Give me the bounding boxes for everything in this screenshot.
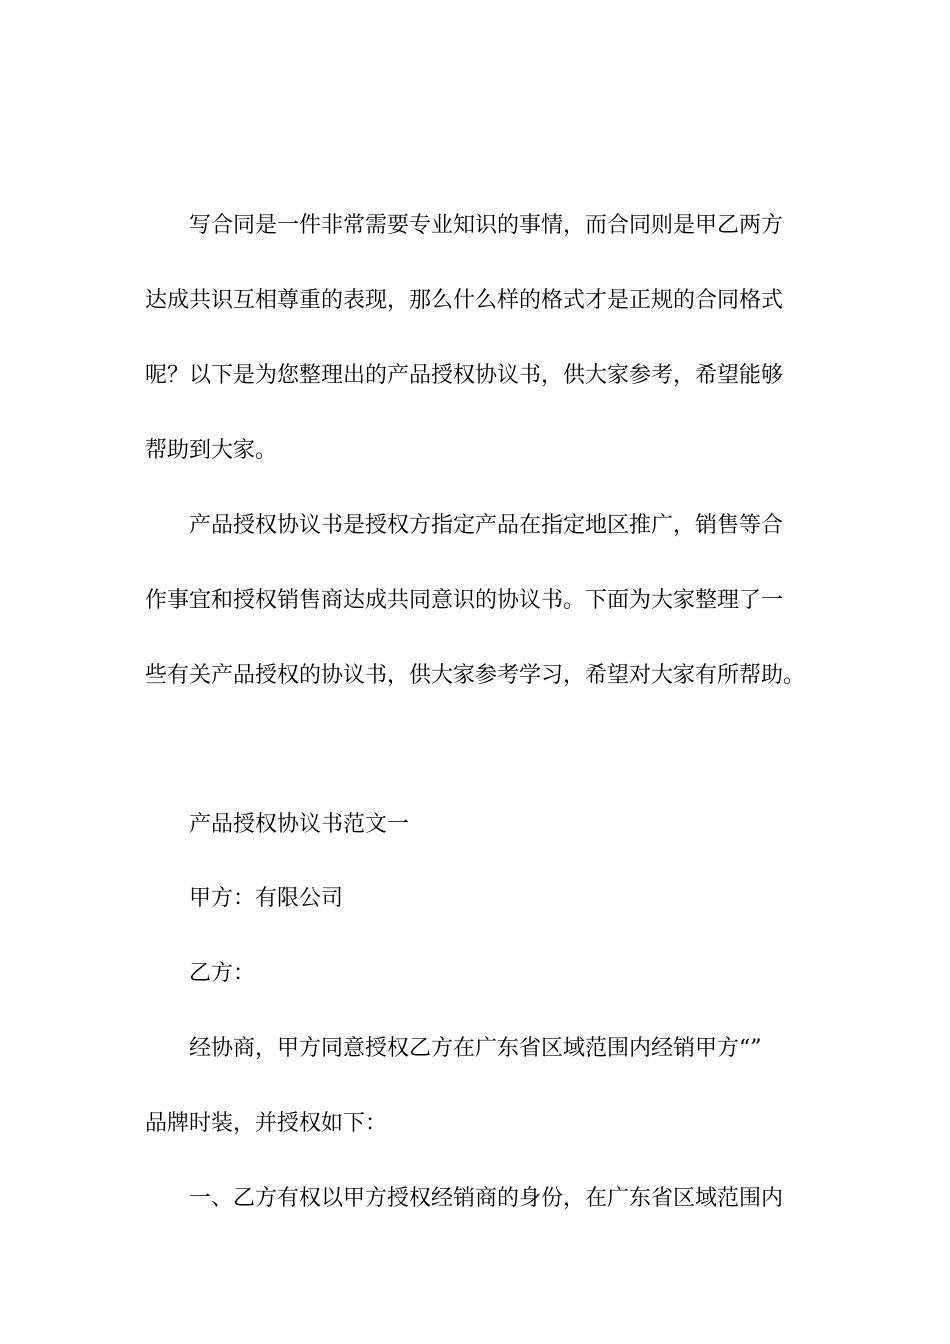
agreement-line-2: 品牌时装，并授权如下： bbox=[145, 1111, 388, 1136]
intro-line-1: 写合同是一件非常需要专业知识的事情，而合同则是甲乙两方 bbox=[189, 213, 784, 238]
intro-line-3: 呢？以下是为您整理出的产品授权协议书，供大家参考，希望能够 bbox=[145, 363, 784, 388]
clause-1: 一、乙方有权以甲方授权经销商的身份，在广东省区域范围内 bbox=[189, 1186, 784, 1211]
summary-line-2: 作事宜和授权销售商达成共同意识的协议书。下面为大家整理了一 bbox=[145, 588, 784, 613]
intro-line-2: 达成共识互相尊重的表现，那么什么样的格式才是正规的合同格式 bbox=[145, 288, 784, 313]
summary-line-1: 产品授权协议书是授权方指定产品在指定地区推广，销售等合 bbox=[189, 513, 784, 538]
sample-title: 产品授权协议书范文一 bbox=[189, 812, 410, 837]
intro-line-4: 帮助到大家。 bbox=[145, 438, 278, 463]
party-b: 乙方： bbox=[189, 961, 256, 986]
summary-line-3: 些有关产品授权的协议书，供大家参考学习，希望对大家有所帮助。 bbox=[145, 663, 806, 688]
agreement-line-1: 经协商，甲方同意授权乙方在广东省区域范围内经销甲方“” bbox=[189, 1036, 762, 1061]
party-a: 甲方：有限公司 bbox=[189, 886, 344, 911]
